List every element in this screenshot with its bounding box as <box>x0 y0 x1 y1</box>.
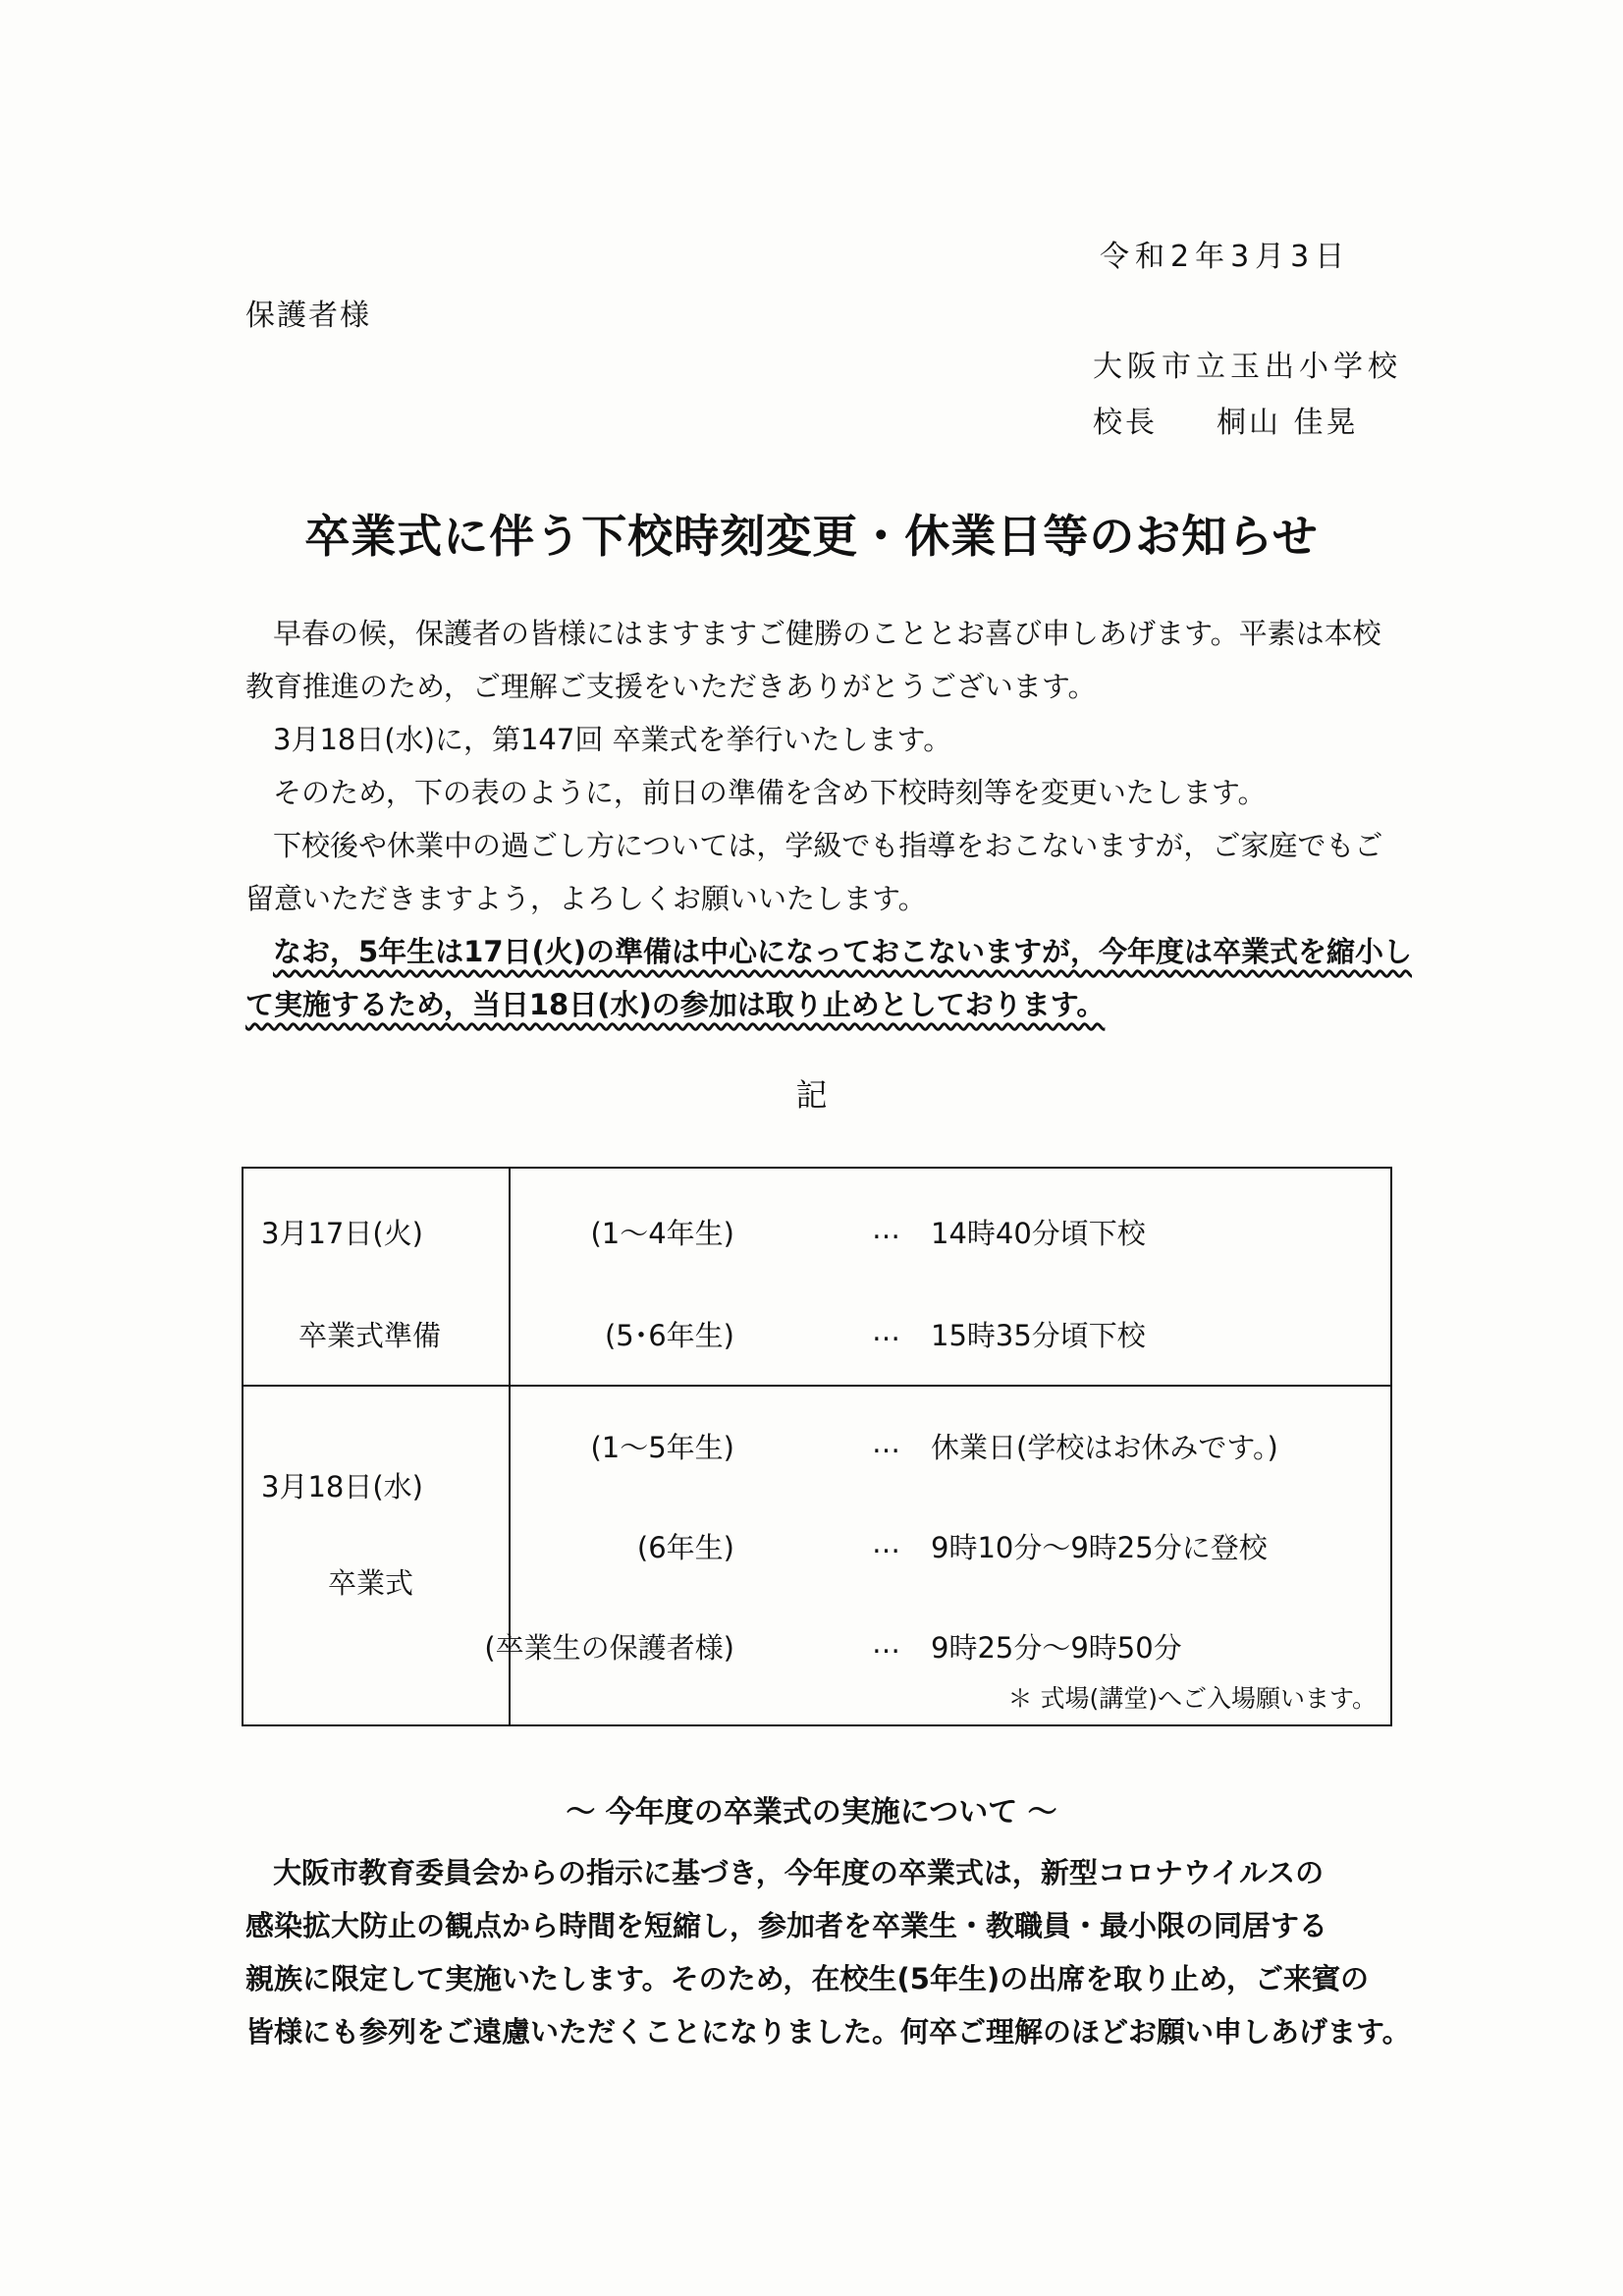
implementation-title: ～ 今年度の卒業式の実施について ～ <box>566 1795 1057 1830</box>
body-line-emphasis: なお，5年生は17日(火)の準備は中心になっておこないますが，今年度は卒業式を縮小し <box>273 935 1413 968</box>
day1-row2-dots: … <box>872 1314 902 1347</box>
schedule-table <box>242 1167 1392 1726</box>
day2-row1-dots: … <box>872 1426 902 1459</box>
page-title: 卒業式に伴う下校時刻変更・休業日等のお知らせ <box>304 510 1319 563</box>
day1-event: 卒業式準備 <box>298 1319 442 1352</box>
date: 令和2年3月3日 <box>1100 240 1351 274</box>
day2-row2-group: (6年生) <box>636 1531 734 1564</box>
day2-row1-group: (1～5年生) <box>590 1431 734 1464</box>
day2-row1-detail: 休業日(学校はお休みです。) <box>931 1431 1278 1464</box>
day1-row2-detail: 15時35分頃下校 <box>931 1319 1146 1352</box>
notice-body <box>245 607 1413 1031</box>
body-line: 下校後や休業中の過ごし方については，学級でも指導をおこないますが，ご家庭でもご <box>273 829 1383 862</box>
day2-row2-detail: 9時10分～9時25分に登校 <box>931 1531 1268 1564</box>
body-line: 教育推進のため，ご理解ご支援をいただきありがとうございます。 <box>245 670 1097 703</box>
day1-row1-group: (1～4年生) <box>590 1217 734 1250</box>
day2-row2-dots: … <box>872 1526 902 1559</box>
principal <box>1093 398 1359 441</box>
ki-heading: 記 <box>795 1076 828 1114</box>
day1-row2-group: (5･6年生) <box>604 1319 734 1352</box>
recipient: 保護者様 <box>245 299 371 333</box>
day2-row3-group: (卒業生の保護者様) <box>484 1631 734 1665</box>
day1-date: 3月17日(火) <box>261 1217 423 1250</box>
implementation-line: 親族に限定して実施いたします。そのため，在校生(5年生)の出席を取り止め，ご来賓の <box>245 1962 1370 1995</box>
body-line: 3月18日(水)に，第147回 卒業式を挙行いたします。 <box>273 723 952 756</box>
day2-note: ＊ 式場(講堂)へご入場願います。 <box>1007 1684 1377 1713</box>
principal-name: 桐山 佳晃 <box>1217 406 1359 440</box>
principal-title: 校長 <box>1093 406 1158 440</box>
day2-date: 3月18日(水) <box>261 1470 423 1503</box>
school-name: 大阪市立玉出小学校 <box>1093 350 1402 384</box>
implementation-line: 皆様にも参列をご遠慮いただくことになりました。何卒ご理解のほどお願い申しあげます。 <box>245 2015 1411 2049</box>
day2-row3-dots: … <box>872 1626 902 1660</box>
table-divider <box>243 1385 1390 1387</box>
implementation-line: 大阪市教育委員会からの指示に基づき，今年度の卒業式は，新型コロナウイルスの <box>273 1856 1325 1889</box>
day1-row1-dots: … <box>872 1212 902 1245</box>
body-line: 早春の候，保護者の皆様にはますますご健勝のこととお喜び申しあげます。平素は本校 <box>273 617 1381 650</box>
body-line: そのため，下の表のように，前日の準備を含め下校時刻等を変更いたします。 <box>273 776 1267 809</box>
body-line-emphasis: て実施するため，当日18日(水)の参加は取り止めとしております。 <box>245 988 1106 1021</box>
implementation-line: 感染拡大防止の観点から時間を短縮し，参加者を卒業生・教職員・最小限の同居する <box>245 1909 1328 1942</box>
body-line: 留意いただきますよう，よろしくお願いいたします。 <box>245 882 927 915</box>
day2-row3-detail: 9時25分～9時50分 <box>931 1631 1182 1665</box>
day1-row1-detail: 14時40分頃下校 <box>931 1217 1146 1250</box>
implementation-body <box>245 1846 1411 2058</box>
day2-event: 卒業式 <box>328 1566 414 1600</box>
